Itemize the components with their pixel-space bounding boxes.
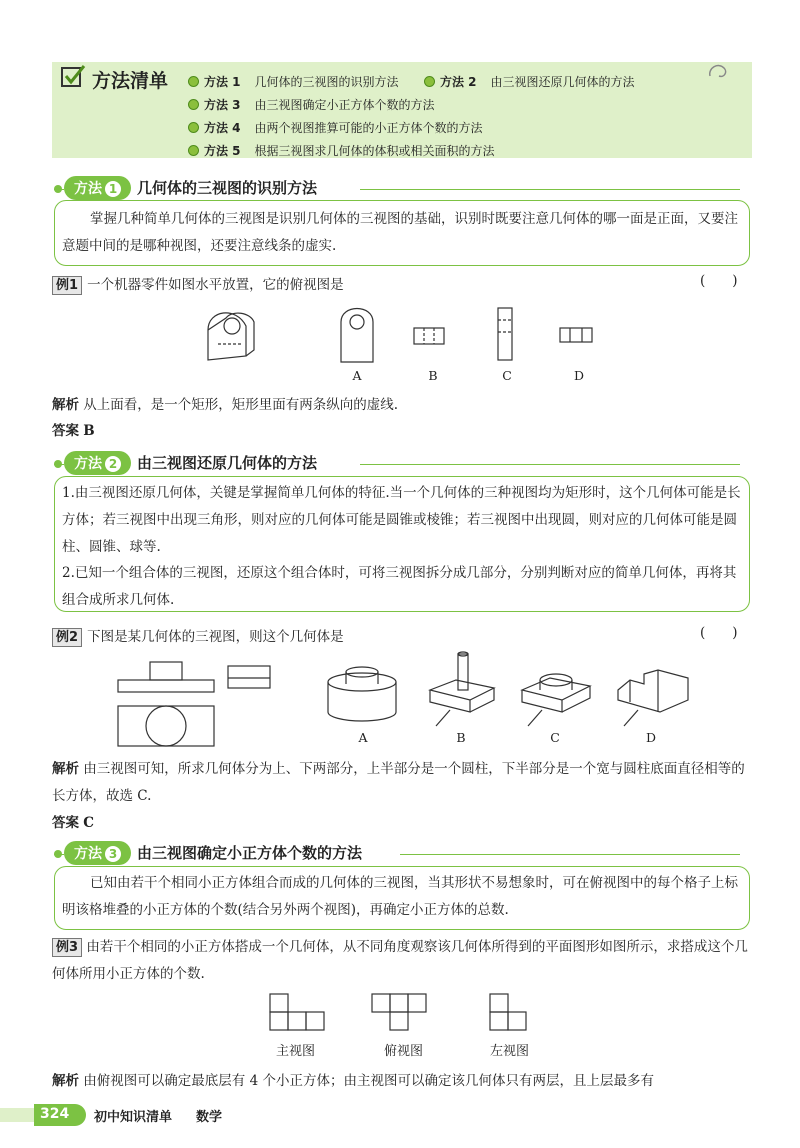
option-a-figure [328,667,396,721]
left-view-figure [490,994,526,1030]
three-views-figure [118,662,270,746]
machine-part-figure [208,313,254,360]
option-d-label: D [645,730,657,745]
option-c-figure [522,674,590,726]
checkbox-icon [60,64,88,90]
answer-paren: ( ) [700,625,738,641]
option-b-figure [414,328,444,344]
bullet-icon [188,76,199,87]
example-3-analysis: 解析 由俯视图可以确定最底层有 4 个小正方体；由主视图可以确定该几何体只有两层，且上层最多有 [52,1073,654,1089]
option-d-figure [618,670,688,726]
section-2-text-1: 1.由三视图还原几何体，关键是掌握简单几何体的特征.当一个几何体的三种视图均为矩形时，这个几何体可能是长方体；若三视图中出现三角形，则对应的几何体可能是圆锥或棱锥；若三视图中出现圆，则对应的几何体可能是圆柱、圆锥、球等. [62,485,741,555]
method-line-3: 方法 3 由三视图确定小正方体个数的方法 [188,96,435,113]
option-d-figure [560,328,592,342]
section-1-text: 掌握几种简单几何体的三视图是识别几何体的三视图的基础，识别时既要注意几何体的哪一面是正面，又要注意题中间的是哪种视图，还要注意线条的虚实. [62,211,738,254]
section-3-header: 方法 3 由三视图确定小正方体个数的方法 [64,841,362,865]
section-2-header: 方法 2 由三视图还原几何体的方法 [64,451,317,475]
method-line-2: 方法 2 由三视图还原几何体的方法 [424,73,635,90]
option-b-figure [430,652,494,726]
example-2-answer: 答案 C [52,815,95,831]
bullet-icon [424,76,435,87]
example-1-analysis: 解析 从上面看，是一个矩形，矩形里面有两条纵向的虚线. [52,397,399,413]
option-a-label: A [352,368,362,383]
option-b-label: B [456,730,466,745]
example-2-figures [110,650,710,750]
bullet-icon [188,145,199,156]
example-2-question: 例2 下图是某几何体的三视图，则这个几何体是 [52,624,752,651]
option-c-label: C [502,368,512,383]
front-view-label: 主视图 [276,1044,316,1059]
front-view-figure [270,994,324,1030]
option-d-label: D [573,368,585,383]
example-2-analysis: 解析 由三视图可知，所求几何体分为上、下两部分，上半部分是一个圆柱，下半部分是一个宽与圆柱底面直径相等的长方体，故选 C. [52,761,745,804]
bullet-icon [188,99,199,110]
option-b-label: B [428,368,438,383]
example-1-question: 例1 一个机器零件如图水平放置，它的俯视图是 [52,272,752,299]
example-1-answer: 答案 B [52,423,95,439]
section-2-text-2: 2.已知一个组合体的三视图，还原这个组合体时，可将三视图拆分成几部分，分别判断对应的简单几何体，再将其组合成所求几何体. [62,565,737,608]
bullet-icon [188,122,199,133]
section-3-text: 已知由若干个相同小正方体组合而成的几何体的三视图，当其形状不易想象时，可在俯视图中的每个格子上标明该格堆叠的小正方体的个数(结合另外两个视图)，再确定小正方体的总数. [62,875,738,918]
example-3-views [260,990,560,1034]
page-number: 324 [40,1106,70,1122]
paperclip-icon [706,60,730,82]
method-line-5: 方法 5 根据三视图求几何体的体积或相关面积的方法 [188,142,495,159]
method-line-4: 方法 4 由两个视图推算可能的小正方体个数的方法 [188,119,483,136]
example-1-figures [196,300,616,370]
top-view-figure [372,994,426,1030]
section-1-header: 方法 1 几何体的三视图的识别方法 [64,176,317,200]
example-3-question: 例3 由若干个相同的小正方体搭成一个几何体，从不同角度观察该几何体所得到的平面图形如图所示，求搭成这个几何体所用小正方体的个数. [52,939,748,982]
option-a-figure [341,309,373,363]
option-c-figure [498,308,512,360]
book-title: 初中知识清单 [94,1110,173,1125]
method-line-1: 方法 1 几何体的三视图的识别方法 [188,73,399,90]
subject-label: 数学 [196,1110,223,1125]
top-view-label: 俯视图 [384,1044,424,1059]
left-view-label: 左视图 [490,1044,530,1059]
option-c-label: C [550,730,560,745]
option-a-label: A [358,730,368,745]
banner-title: 方法清单 [92,70,169,92]
answer-paren: ( ) [700,273,738,289]
